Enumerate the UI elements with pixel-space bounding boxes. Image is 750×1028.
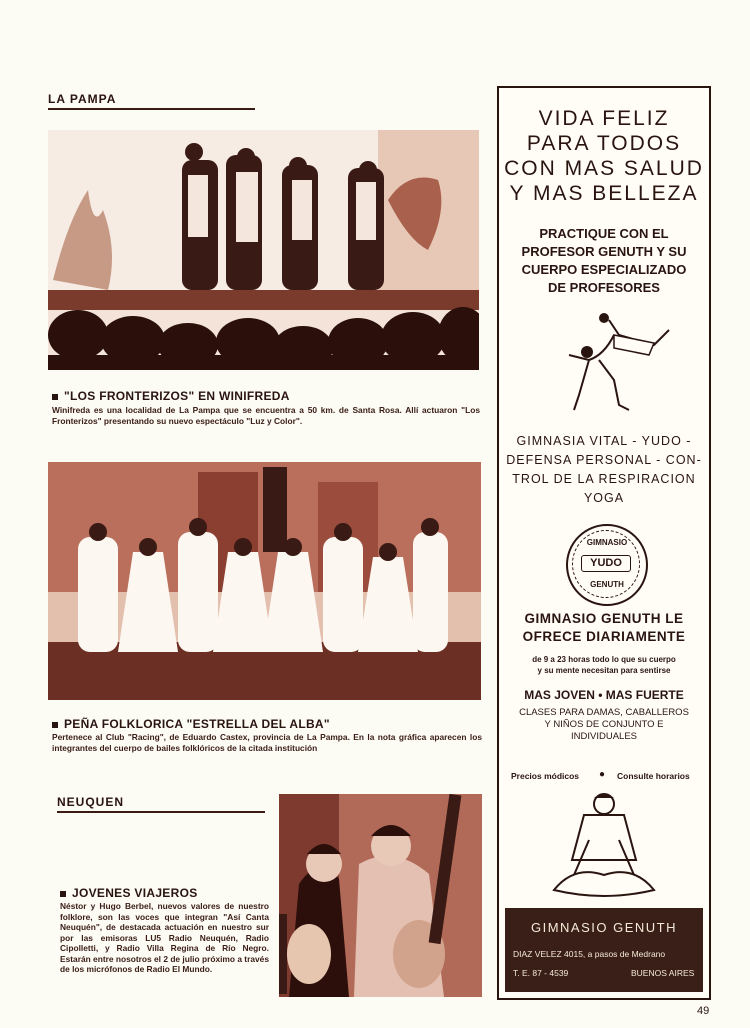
- bullet-square: [60, 891, 66, 897]
- gimnasio-seal: [566, 524, 648, 606]
- article-title-fronterizos: [52, 389, 290, 403]
- ad-practice-line: PRACTIQUE CON EL: [539, 226, 669, 241]
- ad-offer-line: GIMNASIO GENUTH LE: [524, 611, 684, 626]
- ad-hours-line: y su mente necesitan para sentirse: [537, 666, 671, 675]
- article-title-jovenes: [60, 886, 198, 900]
- article-title-text: JOVENES VIAJEROS: [72, 886, 198, 900]
- judo-throw-illustration: [559, 310, 674, 420]
- ad-practice-line: PROFESOR GENUTH Y SU: [521, 244, 687, 259]
- section-title-la-pampa: LA PAMPA: [48, 92, 117, 106]
- article-title-text: "LOS FRONTERIZOS" EN WINIFREDA: [64, 389, 290, 403]
- ad-classes-line: INDIVIDUALES: [571, 731, 637, 742]
- section-rule: [48, 108, 255, 110]
- ad-footer-phone: T. E. 87 - 4539: [513, 968, 569, 978]
- ad-schedule: Consulte horarios: [617, 771, 690, 781]
- ad-hours-line: de 9 a 23 horas todo lo que su cuerpo: [532, 655, 676, 664]
- ad-footer-city: BUENOS AIRES: [631, 968, 695, 978]
- ad-offer: [499, 610, 709, 646]
- ad-headline-line: PARA TODOS: [526, 132, 682, 155]
- photo-pena-folklorica: [48, 462, 481, 700]
- advertisement-gimnasio-genuth: [497, 86, 711, 1000]
- section-title-neuquen: NEUQUEN: [57, 795, 125, 809]
- ad-footer-address: DIAZ VELEZ 4015, a pasos de Medrano: [513, 949, 666, 959]
- seal-top-text: GIMNASIO: [586, 538, 628, 547]
- ad-classes-line: CLASES PARA DAMAS, CABALLEROS: [519, 707, 689, 718]
- ad-practice: [499, 225, 709, 297]
- ad-classes-line: Y NIÑOS DE CONJUNTO E: [544, 719, 664, 730]
- ad-practice-line: CUERPO ESPECIALIZADO: [521, 262, 687, 277]
- article-body-jovenes: Néstor y Hugo Berbel, nuevos valores de nuestro folklore, son las voces que integran "Así Canta Neuquén", de destacada actuación en nuestro sur por las emisoras LU5 Radio Neuquén, Radio Cipolletti, y Radio Villa Regina de Río Negro. Estarán entre nosotros el 2 de julio próximo a través de los micrófonos de Radio El Mundo.: [60, 901, 269, 974]
- article-title-pena: [52, 717, 330, 731]
- ad-headline-line: CON MAS SALUD: [504, 157, 704, 180]
- section-rule: [57, 811, 265, 813]
- page-number: 49: [697, 1005, 710, 1017]
- article-title-text: PEÑA FOLKLORICA "ESTRELLA DEL ALBA": [64, 717, 330, 731]
- ad-headline-line: Y MAS BELLEZA: [509, 182, 699, 205]
- photo-jovenes-viajeros: [279, 794, 482, 997]
- ad-discipline-line: GIMNASIA VITAL - YUDO -: [516, 434, 692, 448]
- seal-bottom-text: GENUTH: [590, 580, 624, 589]
- bullet-square: [52, 394, 58, 400]
- ad-classes: [499, 707, 709, 743]
- article-body-pena: Pertenece al Club "Racing", de Eduardo Castex, provincia de La Pampa. En la nota gráfica aparecen los integrantes del cuerpo de bailes folklóricos de la citada institución: [52, 732, 482, 753]
- ad-hours: [499, 654, 709, 676]
- ad-footer-name: GIMNASIO GENUTH: [530, 920, 677, 935]
- ad-headline: [499, 106, 709, 206]
- ad-discipline-line: DEFENSA PERSONAL - CON-: [506, 453, 702, 467]
- ad-footer: [505, 908, 703, 992]
- ad-disciplines: [499, 432, 709, 508]
- bullet-dot: ●: [599, 769, 606, 780]
- photo-los-fronterizos: [48, 130, 479, 370]
- ad-prices: Precios módicos: [511, 771, 580, 781]
- ad-practice-line: DE PROFESORES: [548, 280, 660, 295]
- bullet-square: [52, 722, 58, 728]
- article-body-fronterizos: Winifreda es una localidad de La Pampa que se encuentra a 50 km. de Santa Rosa. Allí actuaron "Los Fronterizos" presentando su nuevo espectáculo "Luz y Color".: [52, 405, 480, 426]
- ad-headline-line: VIDA FELIZ: [538, 107, 670, 130]
- seal-middle-text: YUDO: [581, 555, 631, 572]
- meditation-figure-illustration: [544, 790, 664, 905]
- ad-stronger: MAS JOVEN • MAS FUERTE: [524, 688, 684, 702]
- ad-offer-line: OFRECE DIARIAMENTE: [522, 629, 686, 644]
- ad-discipline-line: YOGA: [583, 491, 625, 505]
- ad-discipline-line: TROL DE LA RESPIRACION: [512, 472, 696, 486]
